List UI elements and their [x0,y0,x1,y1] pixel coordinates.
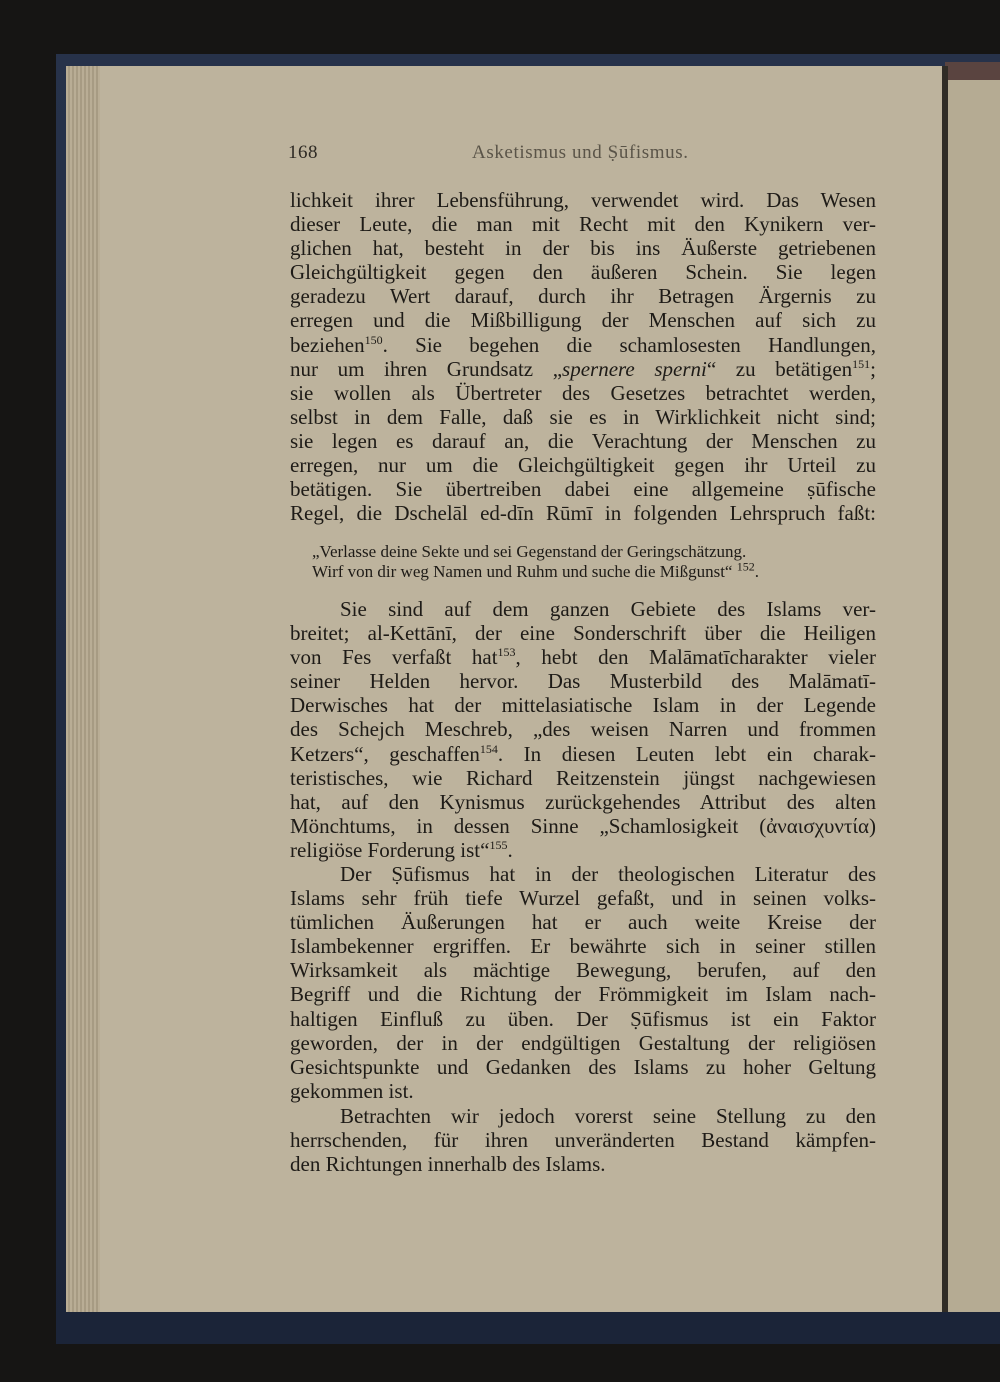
text-line: sie legen es darauf an, die Verachtung der Menschen zu [290,428,876,453]
footnote-ref-150[interactable]: 150 [364,332,383,347]
text-line: Begriff und die Richtung der Frömmigkeit im Islam nach- [290,982,876,1007]
footnote-ref-152[interactable]: 152 [736,559,755,574]
footnote-ref-154[interactable]: 154 [479,741,498,756]
text-fragment: “ zu betätigen [706,356,853,381]
text-fragment: ; [870,356,877,381]
text-line: tümlichen Äußerungen hat er auch weite Kreise der [290,910,876,935]
text-line: gekommen ist. [290,1078,414,1103]
text-fragment: von Fes verfaßt hat [290,645,498,670]
paragraph-1 [290,188,876,525]
text-fragment: . Sie begehen die schamlosesten Handlungen, [382,332,876,357]
text-line: hat, auf den Kynismus zurückgehendes Attribut des alten [290,789,876,814]
paragraph-4 [290,1104,876,1176]
latin-phrase: spernere sperni [562,356,707,381]
footnote-ref-155[interactable]: 155 [489,837,508,852]
text-line: Derwisches hat der mittelasiatische Islam in der Legende [290,693,876,718]
paragraph-3 [290,862,876,1103]
text-line [290,645,876,669]
text-line: den Richtungen innerhalb des Islams. [290,1152,606,1177]
quote-line [312,559,868,582]
text-line: haltigen Einfluß zu üben. Der Ṣūfismus ist ein Faktor [290,1006,876,1031]
text-line: teristisches, wie Richard Reitzenstein jüngst nachgewiesen [290,765,876,790]
running-head-title: Asketismus und Ṣūfismus. [472,142,689,163]
text-line: dieser Leute, die man mit Recht mit den Kynikern ver- [290,212,876,237]
page-edges [66,66,100,1312]
text-fragment: . [507,837,513,862]
text-line: des Schejch Meschreb, „des weisen Narren und frommen [290,717,876,742]
text-fragment: nur um ihren Grundsatz „ [290,356,563,381]
text-line: Der Ṣūfismus hat in der theologischen Literatur des [340,862,876,886]
text-fragment: beziehen [290,332,365,357]
text-line: Wirksamkeit als mächtige Bewegung, berufen, auf den [290,958,876,983]
text-fragment: Wirf von dir weg Namen und Ruhm und suche die Mißgunst“ [312,562,733,581]
text-line: breitet; al-Kettānī, der eine Sonderschrift über die Heiligen [290,621,876,646]
text-line [290,742,876,766]
cover-spine-strip [945,62,1000,80]
running-head [288,142,878,170]
text-line [290,333,876,357]
text-line: herrschenden, für ihren unveränderten Bestand kämpfen- [290,1128,876,1153]
text-line: geworden, der in der endgültigen Gestaltung der religiösen [290,1030,876,1055]
text-line: glichen hat, besteht in der bis ins Äußerste getriebenen [290,236,876,261]
text-line: Gesichtspunkte und Gedanken des Islams zu hoher Geltung [290,1054,876,1079]
footnote-ref-151[interactable]: 151 [852,356,871,371]
paragraph-2 [290,597,876,862]
text-fragment: religiöse Forderung ist“ [290,837,490,862]
text-line [290,357,876,381]
page-number: 168 [288,142,318,163]
text-line: lichkeit ihrer Lebensführung, verwendet wird. Das Wesen [290,188,876,212]
text-line: Sie sind auf dem ganzen Gebiete des Islams ver- [340,597,876,621]
text-line: Mönchtums, in dessen Sinne „Schamlosigkeit (ἀναισχυντία) [290,813,876,838]
text-fragment: . [754,562,759,581]
text-line [290,838,876,862]
text-line: Betrachten wir jedoch vorerst seine Stellung zu den [340,1104,876,1128]
text-line: erregen, nur um die Gleichgültigkeit gegen ihr Urteil zu [290,453,876,478]
text-fragment: Ketzers“, geschaffen [290,741,480,766]
facing-page-edge [948,80,1000,1312]
text-line: Islams sehr früh tiefe Wurzel gefaßt, und in seinen volks- [290,886,876,911]
text-fragment: . In diesen Leuten lebt ein charak- [497,741,876,766]
text-line: seiner Helden hervor. Das Musterbild des Malāmatī- [290,669,876,694]
quotation [312,542,868,582]
quote-line: „Verlasse deine Sekte und sei Gegenstand der Geringschätzung. [312,542,747,561]
text-fragment: , hebt den Malāmatīcharakter vieler [515,645,876,670]
text-line: betätigen. Sie übertreiben dabei eine allgemeine ṣūfische [290,477,876,502]
text-line: sie wollen als Übertreter des Gesetzes betrachtet werden, [290,380,876,405]
footnote-ref-153[interactable]: 153 [497,645,516,660]
text-line: selbst in dem Falle, daß sie es in Wirklichkeit nicht sind; [290,404,876,429]
text-line: Regel, die Dschelāl ed-dīn Rūmī in folgenden Lehrspruch faßt: [290,501,876,526]
text-line: Islambekenner ergriffen. Er bewährte sich in seiner stillen [290,934,876,959]
text-line: erregen und die Mißbilligung der Menschen auf sich zu [290,308,876,333]
text-line: Gleichgültigkeit gegen den äußeren Schein. Sie legen [290,260,876,285]
text-line: geradezu Wert darauf, durch ihr Betragen Ärgernis zu [290,284,876,309]
